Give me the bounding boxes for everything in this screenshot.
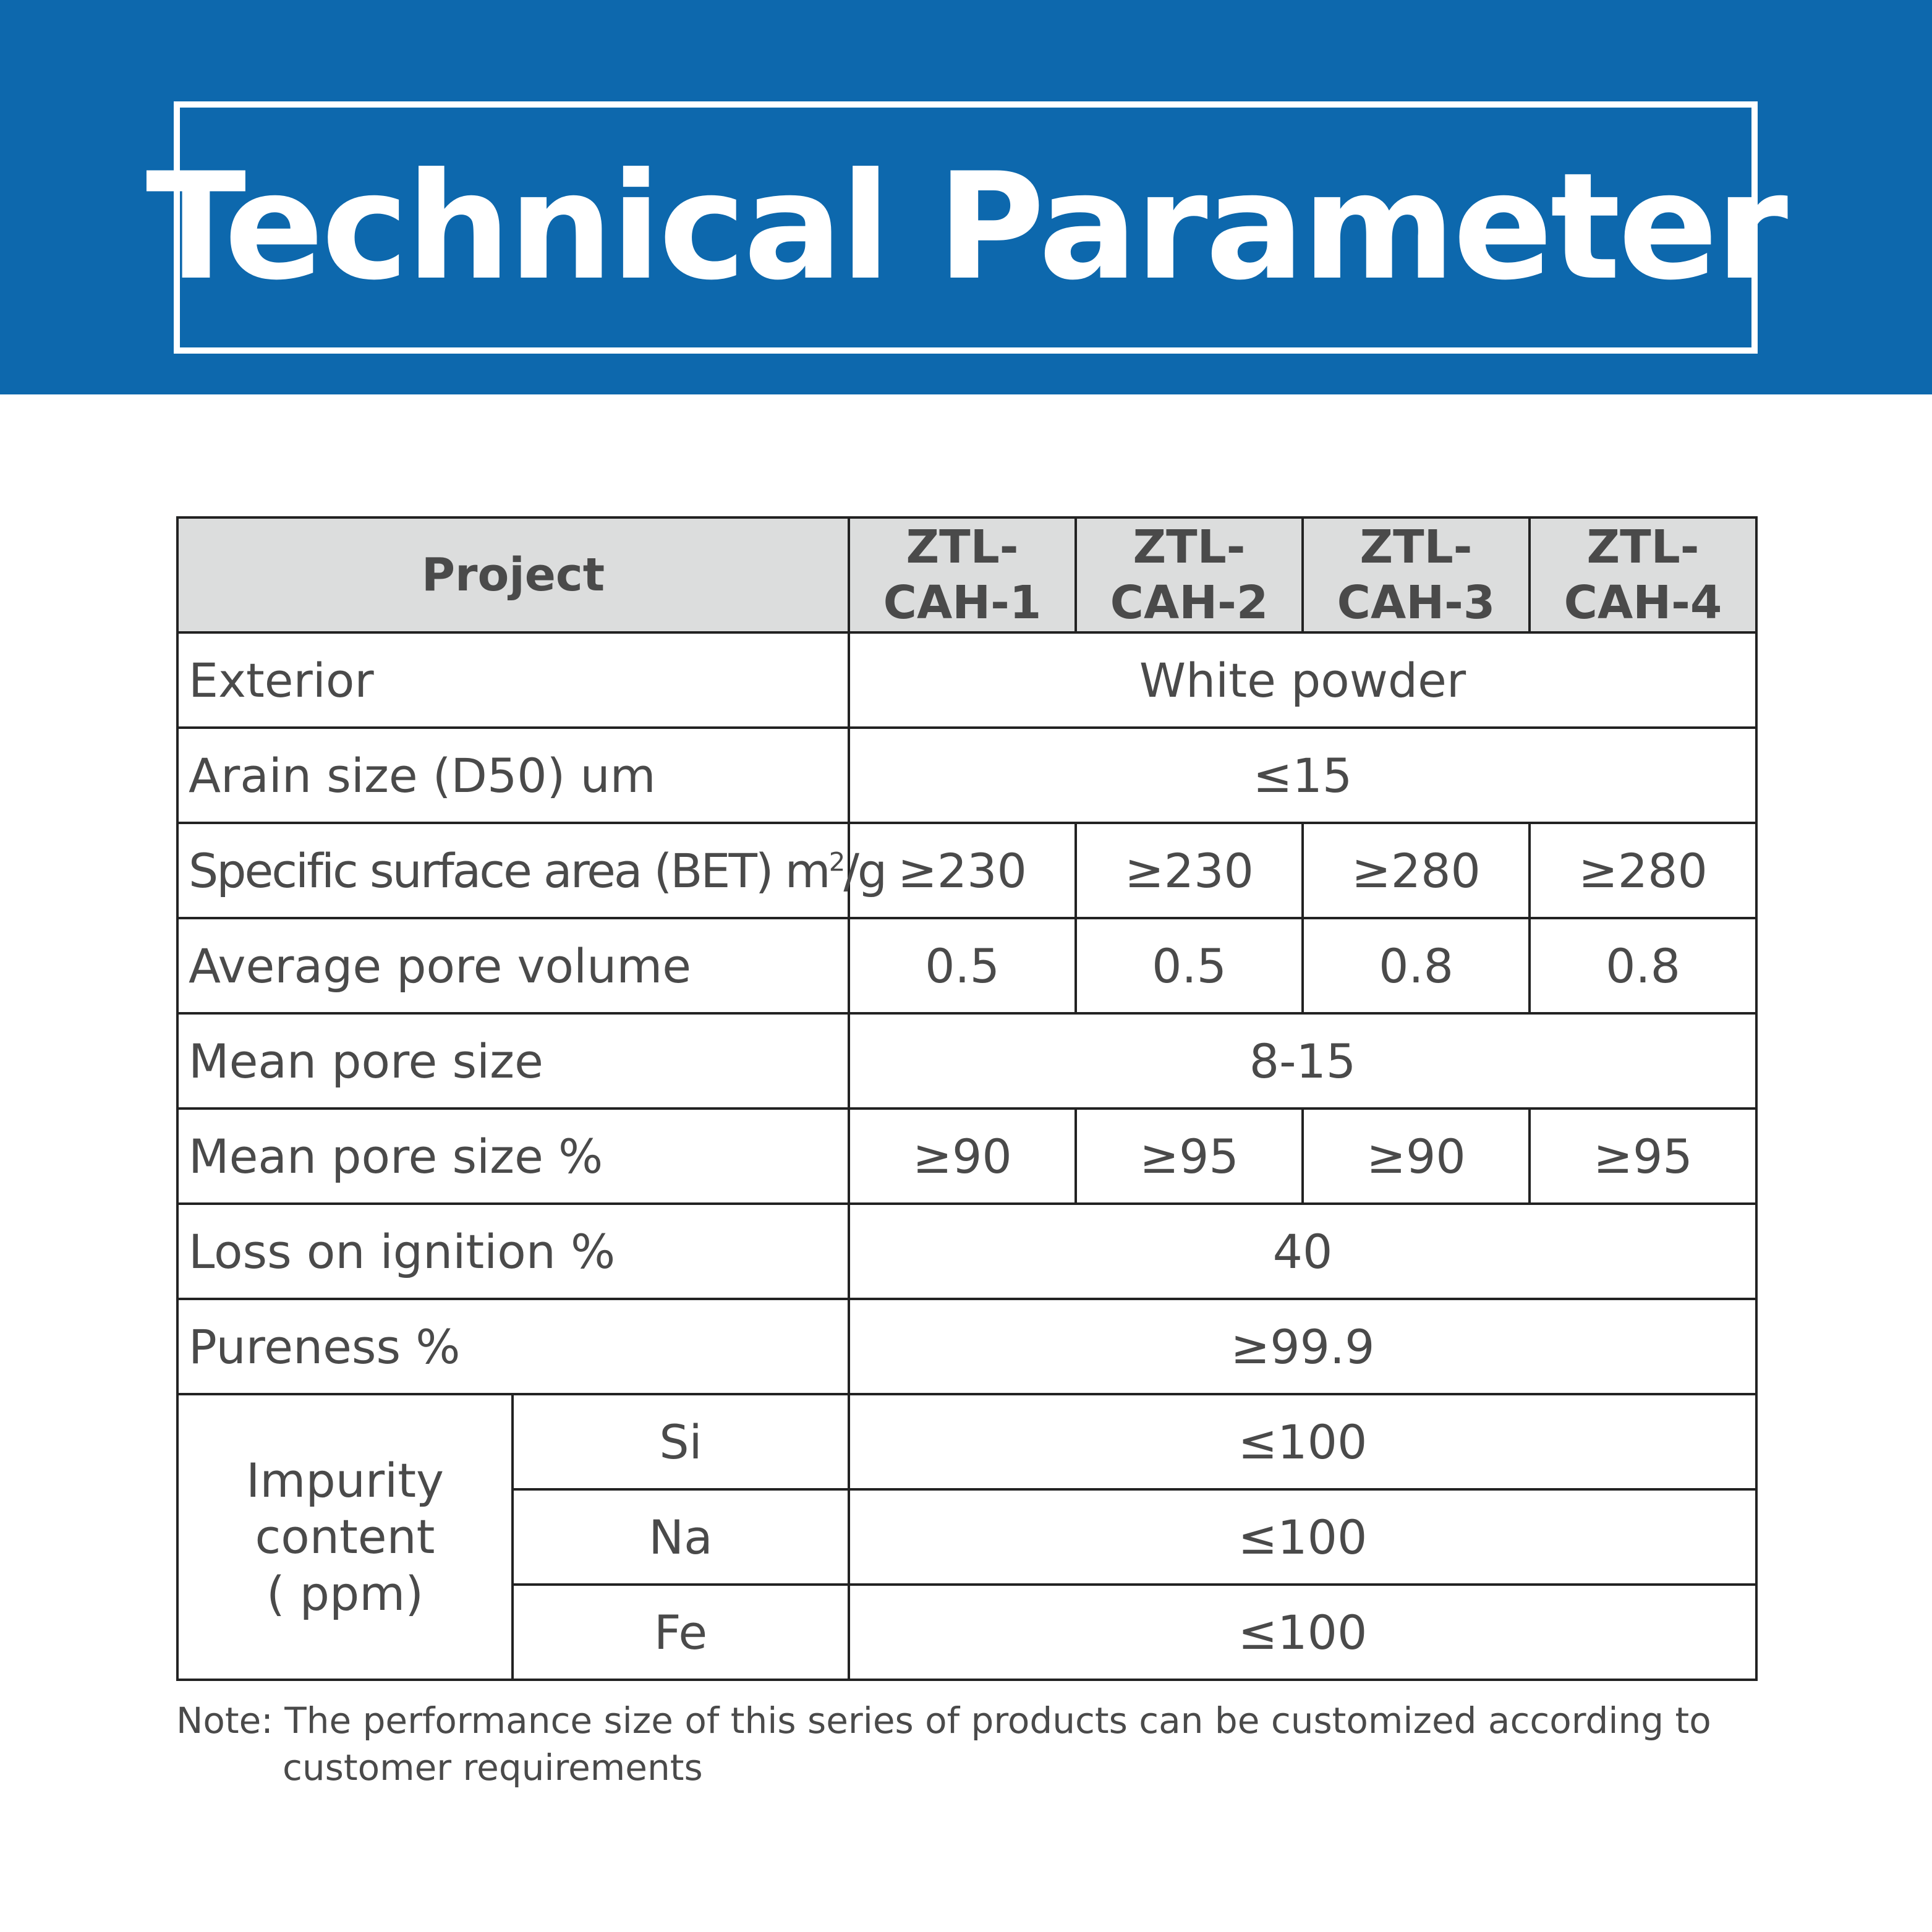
label-superscript: 2 [828,846,844,877]
title-frame [145,101,1786,354]
parameter-table [176,516,1758,1681]
row-label [177,823,886,918]
page-title: Technical Parameter [145,142,1786,313]
impurity-value: ≤100 [849,1585,1756,1680]
table-row [177,1394,1756,1489]
header-banner [0,0,1932,394]
label-main: Specific surface area (BET) m [189,843,829,898]
impurity-element: Fe [513,1585,849,1680]
row-value: ≥95 [1076,1109,1303,1204]
table-row [177,632,1756,728]
impurity-label [177,1394,513,1680]
table-row [177,918,1756,1013]
impurity-value: ≤100 [849,1489,1756,1585]
row-label: Arain size (D50) um [177,728,849,823]
header-model-2: ZTL-CAH-2 [1076,517,1303,632]
impurity-element: Si [513,1394,849,1489]
impurity-label-line: content [255,1509,435,1565]
table-row [177,1299,1756,1394]
table-header-row [177,517,1756,632]
impurity-value: ≤100 [849,1394,1756,1489]
table-row [177,1013,1756,1109]
header-model-1: ZTL-CAH-1 [849,517,1076,632]
footnote-line-1: Note: The performance size of this series of products can be customized according to [176,1700,1711,1742]
row-value: 0.5 [1076,918,1303,1013]
row-value: ≥280 [1303,823,1530,918]
impurity-element: Na [513,1489,849,1585]
row-value: 0.8 [1530,918,1756,1013]
row-label: Pureness % [177,1299,849,1394]
header-project: Project [177,517,849,632]
row-value: 8-15 [849,1013,1756,1109]
row-label: Average pore volume [177,918,849,1013]
label-tail: /g [843,843,886,898]
row-value: 0.8 [1303,918,1530,1013]
row-label: Mean pore size % [177,1109,849,1204]
header-model-4: ZTL-CAH-4 [1530,517,1756,632]
row-value: 40 [849,1204,1756,1299]
row-value: ≥90 [1303,1109,1530,1204]
row-value: 0.5 [849,918,1076,1013]
table-row [177,823,1756,918]
table-row [177,1109,1756,1204]
row-value: ≤15 [849,728,1756,823]
table-row [177,728,1756,823]
row-value: ≥280 [1530,823,1756,918]
row-value: White powder [849,632,1756,728]
impurity-label-line: Impurity [246,1453,444,1509]
header-model-3: ZTL-CAH-3 [1303,517,1530,632]
row-label: Loss on ignition % [177,1204,849,1299]
row-value: ≥95 [1530,1109,1756,1204]
impurity-label-line: ( ppm) [266,1565,423,1621]
row-label: Mean pore size [177,1013,849,1109]
row-value: ≥230 [1076,823,1303,918]
table-row [177,1204,1756,1299]
footnote-line-2: customer requirements [283,1747,703,1789]
row-value: ≥90 [849,1109,1076,1204]
footnote [176,1697,1759,1791]
row-label: Exterior [177,632,849,728]
row-value: ≥99.9 [849,1299,1756,1394]
row-value: ≥230 [849,823,1076,918]
